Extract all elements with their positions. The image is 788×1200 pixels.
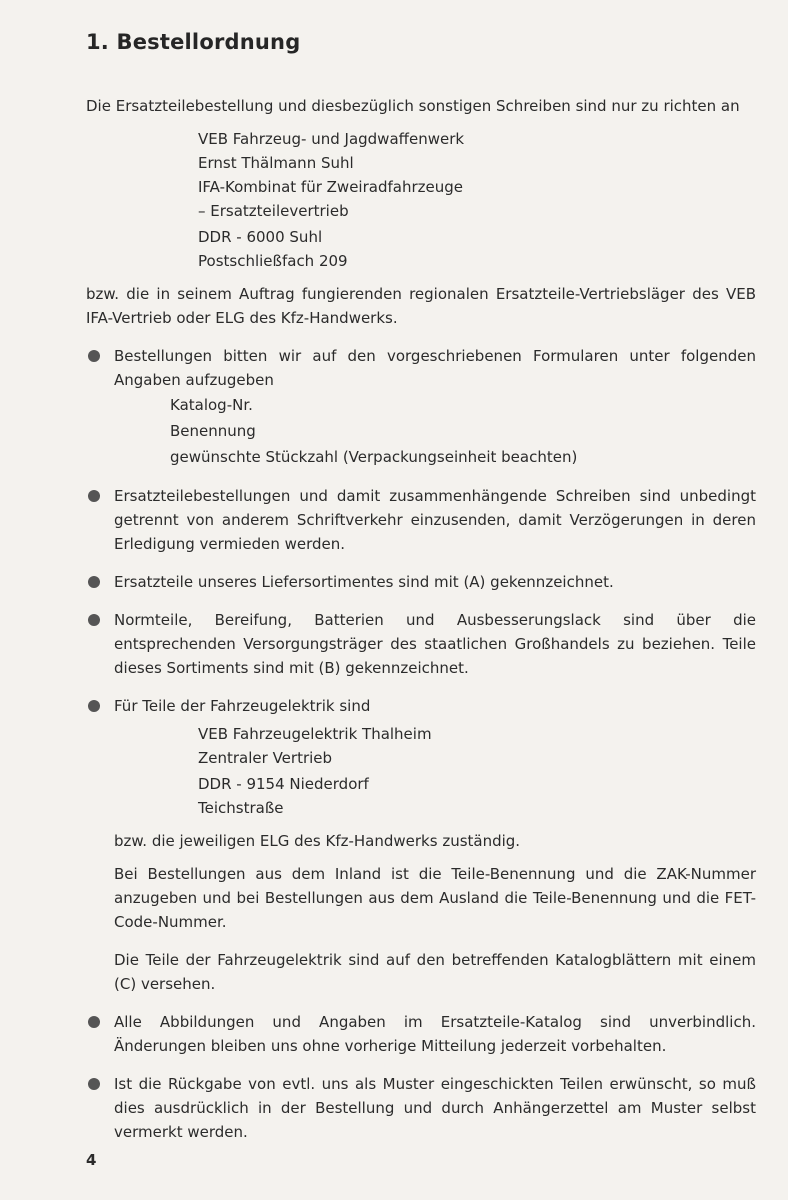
bullet-sample-return: Ist die Rückgabe von evtl. uns als Muster eingeschickten Teilen erwünscht, so muß dies ausdrücklich in der Bestellung und durch Anhängerzettel am Muster selbst vermerkt werden.	[86, 1072, 756, 1144]
list-item: Katalog-Nr.	[170, 396, 253, 414]
electrics-address	[198, 722, 756, 820]
bullet-marking-b: Normteile, Bereifung, Batterien und Ausbesserungslack sind über die entsprechenden Versorgungsträger des staatlichen Großhandels zu beziehen. Teile dieses Sortiments sind mit (B) gekennzeichnet.	[86, 608, 756, 680]
address-line: Zentraler Vertrieb	[198, 749, 333, 767]
bullet-disclaimer: Alle Abbildungen und Angaben im Ersatzteile-Katalog sind unverbindlich. Änderungen bleiben uns ohne vorherige Mitteilung jederzeit vorbehalten.	[86, 1010, 756, 1058]
address-line: Teichstraße	[198, 799, 284, 817]
address-line: Ernst Thälmann Suhl	[198, 154, 354, 172]
address-line: DDR - 9154 Niederdorf	[198, 775, 369, 793]
page-content	[86, 94, 756, 1144]
bullet-marking-a: Ersatzteile unseres Liefersortimentes sind mit (A) gekennzeichnet.	[86, 570, 756, 594]
address-line: DDR - 6000 Suhl	[198, 228, 323, 246]
address-line: – Ersatzteilevertrieb	[198, 202, 349, 220]
inland-order-paragraph: Bei Bestellungen aus dem Inland ist die Teile-Benennung und die ZAK-Nummer anzugeben und bei Bestellungen aus dem Ausland die Teile-Benennung und die FET-Code-Nummer.	[114, 865, 756, 931]
electrics-responsibility: bzw. die jeweiligen ELG des Kfz-Handwerks zuständig.	[114, 832, 521, 850]
after-address-paragraph: bzw. die in seinem Auftrag fungierenden regionalen Ersatzteile-Vertriebsläger des VEB IFA-Vertrieb oder ELG des Kfz-Handwerks.	[86, 285, 756, 327]
order-fields-list	[170, 392, 756, 470]
page-title: 1. Bestellordnung	[86, 30, 301, 54]
list-item: Benennung	[170, 422, 256, 440]
list-item: gewünschte Stückzahl (Verpackungseinheit beachten)	[170, 448, 578, 466]
page-number: 4	[86, 1151, 97, 1169]
address-line: VEB Fahrzeugelektrik Thalheim	[198, 725, 432, 743]
address-line: Postschließfach 209	[198, 252, 348, 270]
address-line: IFA-Kombinat für Zweiradfahrzeuge	[198, 178, 463, 196]
intro-paragraph: Die Ersatzteilebestellung und diesbezüglich sonstigen Schreiben sind nur zu richten an	[86, 97, 740, 115]
bullet-electrics: Für Teile der Fahrzeugelektrik sind	[86, 694, 756, 718]
bullet-separate-mail: Ersatzteilebestellungen und damit zusammenhängende Schreiben sind unbedingt getrennt von anderem Schriftverkehr einzusenden, damit Verzögerungen in deren Erledigung vermieden werden.	[86, 484, 756, 556]
bullet-order-forms: Bestellungen bitten wir auf den vorgeschriebenen Formularen unter folgenden Angaben aufzugeben	[86, 344, 756, 392]
supplier-address	[198, 127, 756, 273]
marking-c-paragraph: Die Teile der Fahrzeugelektrik sind auf den betreffenden Katalogblättern mit einem (C) versehen.	[114, 951, 756, 993]
address-line: VEB Fahrzeug- und Jagdwaffenwerk	[198, 130, 465, 148]
